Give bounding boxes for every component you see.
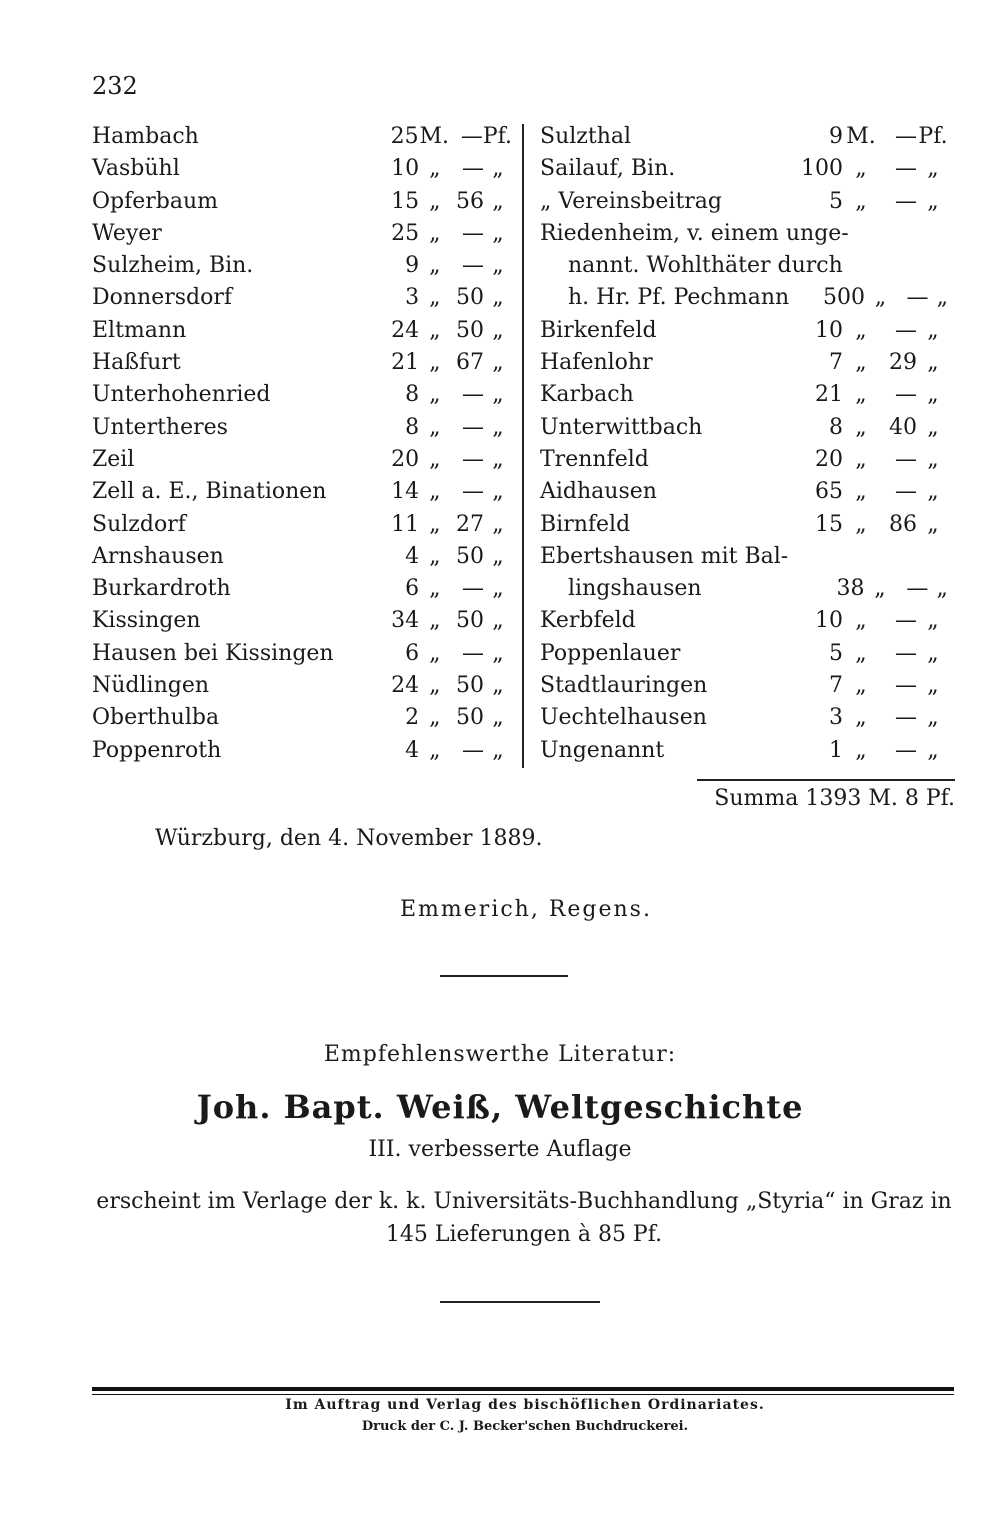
donation-pfennig: —: [461, 640, 484, 666]
marks-unit: „: [429, 317, 441, 343]
donation-row: [540, 576, 956, 608]
donation-pfennig: 40: [889, 414, 917, 440]
donation-pfennig: 50: [455, 317, 484, 343]
pfennig-unit: „: [492, 446, 504, 472]
donation-marks: 24: [391, 673, 420, 699]
donation-row: [92, 253, 512, 285]
donation-pfennig: —: [461, 446, 484, 472]
pfennig-unit: Pf.: [918, 124, 948, 149]
donation-pfennig: 67: [455, 350, 484, 376]
marks-unit: „: [429, 188, 441, 214]
donation-pfennig: —: [895, 479, 917, 505]
donation-marks: 3: [829, 705, 843, 731]
donation-pfennig: 56: [455, 188, 484, 214]
marks-unit: „: [855, 382, 867, 408]
summa-total: Summa 1393 M. 8 Pf.: [714, 786, 955, 811]
marks-unit: „: [429, 414, 441, 440]
pfennig-unit: „: [492, 188, 504, 214]
donation-row: [92, 285, 512, 317]
donation-place: Hausen bei Kissingen: [92, 640, 334, 666]
marks-unit: M.: [846, 124, 876, 149]
marks-unit: „: [429, 608, 441, 634]
donation-row: [540, 544, 956, 576]
donation-marks: 20: [815, 446, 843, 472]
pfennig-unit: „: [927, 382, 939, 408]
pfennig-unit: „: [492, 220, 504, 246]
pfennig-unit: „: [927, 446, 939, 472]
marks-unit: „: [429, 511, 441, 537]
donation-marks: 65: [815, 479, 843, 505]
donation-marks: 3: [405, 285, 420, 311]
donations-right-column: [540, 124, 956, 770]
donation-pfennig: —: [895, 317, 917, 343]
marks-unit: „: [874, 285, 887, 311]
marks-unit: „: [429, 640, 441, 666]
donation-pfennig: —: [895, 382, 917, 408]
donation-marks: 5: [829, 640, 843, 666]
marks-unit: „: [429, 737, 441, 763]
donation-place: Eltmann: [92, 317, 187, 343]
page-number: 232: [92, 72, 138, 100]
donation-marks: 20: [391, 446, 420, 472]
donation-pfennig: —: [895, 673, 917, 699]
donation-place: Birkenfeld: [540, 317, 657, 343]
donation-marks: 4: [405, 543, 420, 569]
donation-pfennig: 50: [455, 285, 484, 311]
donation-place: Untertheres: [92, 414, 228, 440]
donation-row: [540, 156, 956, 188]
donation-marks: 14: [391, 479, 420, 505]
marks-unit: „: [429, 543, 441, 569]
pfennig-unit: „: [927, 188, 939, 214]
donation-marks: 8: [829, 414, 843, 440]
donation-row: [540, 738, 956, 770]
donation-row: [92, 382, 512, 414]
donation-row: [92, 512, 512, 544]
donation-marks: 2: [405, 705, 420, 731]
donation-marks: 10: [815, 608, 843, 634]
footer-rule: [92, 1387, 954, 1391]
donation-place: Hambach: [92, 124, 199, 149]
pfennig-unit: „: [492, 737, 504, 763]
footer-rule-thin: [92, 1394, 954, 1395]
pfennig-unit: „: [492, 543, 504, 569]
donation-marks: 25: [390, 124, 419, 149]
donation-row: [92, 641, 512, 673]
column-divider: [522, 124, 524, 768]
donation-pfennig: 27: [455, 511, 484, 537]
donation-marks: 6: [405, 640, 420, 666]
donation-place: Stadtlauringen: [540, 673, 708, 699]
donation-marks: 10: [391, 156, 420, 182]
marks-unit: „: [855, 705, 867, 731]
pfennig-unit: „: [492, 285, 504, 311]
donation-place: Poppenlauer: [540, 640, 681, 666]
marks-unit: „: [855, 414, 867, 440]
donation-row: [92, 221, 512, 253]
donation-marks: 9: [405, 253, 420, 279]
donation-place: h. Hr. Pf. Pechmann: [568, 285, 790, 311]
donation-marks: 8: [405, 414, 420, 440]
donation-marks: 34: [391, 608, 420, 634]
pfennig-unit: „: [492, 673, 504, 699]
donation-place: Sulzdorf: [92, 511, 186, 537]
donation-row: [92, 705, 512, 737]
donation-pfennig: —: [461, 220, 484, 246]
marks-unit: „: [855, 350, 867, 376]
donation-place: Birnfeld: [540, 511, 631, 537]
pfennig-unit: „: [492, 576, 504, 602]
donation-marks: 21: [391, 350, 420, 376]
donation-pfennig: —: [895, 737, 917, 763]
place-date: Würzburg, den 4. November 1889.: [155, 826, 543, 851]
donation-marks: 21: [815, 382, 843, 408]
literature-text: erscheint im Verlage der k. k. Universitäts-Buchhandlung „Styria“ in Graz in 145 Lieferungen à 85 Pf.: [96, 1189, 952, 1247]
donation-row: [540, 447, 956, 479]
marks-unit: „: [429, 673, 441, 699]
donation-row: [92, 738, 512, 770]
donation-marks: 7: [829, 673, 843, 699]
donation-row: [92, 479, 512, 511]
donation-row: [540, 415, 956, 447]
donation-place: Hafenlohr: [540, 350, 653, 376]
marks-unit: „: [429, 446, 441, 472]
donation-pfennig: 50: [455, 705, 484, 731]
marks-unit: „: [855, 156, 867, 182]
donation-marks: 7: [829, 350, 843, 376]
donations-left-column: [92, 124, 512, 770]
donation-row: [92, 350, 512, 382]
literature-heading: Empfehlenswerthe Literatur:: [323, 1042, 677, 1067]
marks-unit: „: [855, 640, 867, 666]
donation-place: Unterhohenried: [92, 382, 271, 408]
donation-pfennig: 50: [455, 673, 484, 699]
donation-pfennig: —: [461, 382, 484, 408]
donation-row: [540, 253, 956, 285]
donation-pfennig: 86: [889, 511, 917, 537]
donation-place: Kissingen: [92, 608, 201, 634]
marks-unit: „: [429, 253, 441, 279]
marks-unit: „: [855, 479, 867, 505]
donation-row: [540, 382, 956, 414]
pfennig-unit: „: [492, 253, 504, 279]
pfennig-unit: „: [492, 640, 504, 666]
donation-marks: 25: [391, 220, 420, 246]
marks-unit: „: [874, 576, 886, 602]
donation-row: [92, 447, 512, 479]
literature-title: Joh. Bapt. Weiß, Weltgeschichte: [196, 1088, 804, 1126]
donation-place: Sailauf, Bin.: [540, 156, 676, 182]
pfennig-unit: „: [492, 382, 504, 408]
donation-row: [540, 705, 956, 737]
donation-pfennig: —: [895, 608, 917, 634]
donation-pfennig: —: [461, 253, 484, 279]
donation-row: [540, 285, 956, 317]
donation-row: [92, 608, 512, 640]
pfennig-unit: „: [927, 608, 939, 634]
donation-row: [540, 189, 956, 221]
donation-marks: 15: [815, 511, 843, 537]
marks-unit: „: [429, 285, 441, 311]
donation-place: Sulzthal: [540, 124, 632, 149]
donation-place: Donnersdorf: [92, 285, 233, 311]
donation-pfennig: —: [461, 479, 484, 505]
donation-pfennig: —: [461, 737, 484, 763]
donation-place: Ebertshausen mit Bal-: [540, 543, 789, 569]
donation-place: Zell a. E., Binationen: [92, 479, 327, 505]
donation-marks: 10: [815, 317, 843, 343]
donation-pfennig: —: [461, 576, 484, 602]
separator-rule: [440, 975, 568, 977]
donation-place: Unterwittbach: [540, 414, 703, 440]
donation-row: [92, 673, 512, 705]
pfennig-unit: „: [492, 705, 504, 731]
footer-printer: Druck der C. J. Becker'schen Buchdruckerei.: [361, 1419, 689, 1434]
marks-unit: „: [429, 382, 441, 408]
marks-unit: „: [855, 673, 867, 699]
donation-place: nannt. Wohlthäter durch: [568, 253, 843, 279]
donation-pfennig: —: [895, 446, 917, 472]
donation-row: [92, 156, 512, 188]
donation-place: Trennfeld: [540, 446, 649, 472]
pfennig-unit: „: [927, 156, 939, 182]
marks-unit: „: [855, 188, 867, 214]
pfennig-unit: „: [492, 317, 504, 343]
marks-unit: „: [429, 350, 441, 376]
donation-place: Aidhausen: [540, 479, 657, 505]
donation-place: Poppenroth: [92, 737, 222, 763]
marks-unit: „: [429, 156, 441, 182]
marks-unit: „: [429, 479, 441, 505]
donation-place: „ Vereinsbeitrag: [540, 188, 723, 214]
pfennig-unit: „: [936, 285, 948, 311]
donation-place: Arnshausen: [92, 543, 224, 569]
donation-place: Oberthulba: [92, 705, 220, 731]
marks-unit: „: [855, 737, 867, 763]
pfennig-unit: „: [927, 640, 939, 666]
donation-pfennig: —: [895, 188, 917, 214]
donation-row: [540, 641, 956, 673]
donation-marks: 5: [829, 188, 843, 214]
donation-pfennig: 50: [455, 608, 484, 634]
marks-unit: „: [429, 705, 441, 731]
marks-unit: M.: [419, 124, 450, 149]
pfennig-unit: „: [492, 350, 504, 376]
pfennig-unit: „: [927, 350, 939, 376]
pfennig-unit: „: [927, 479, 939, 505]
donation-row: [92, 124, 512, 156]
pfennig-unit: „: [927, 317, 939, 343]
donation-pfennig: 50: [455, 543, 484, 569]
donation-place: Zeil: [92, 446, 135, 472]
marks-unit: „: [855, 446, 867, 472]
donation-pfennig: —: [461, 156, 484, 182]
donation-marks: 1: [829, 737, 843, 763]
marks-unit: „: [855, 608, 867, 634]
donation-row: [540, 350, 956, 382]
marks-unit: „: [855, 511, 867, 537]
pfennig-unit: „: [927, 414, 939, 440]
donation-place: Opferbaum: [92, 188, 219, 214]
pfennig-unit: „: [927, 705, 939, 731]
donation-place: Haßfurt: [92, 350, 181, 376]
donation-place: Karbach: [540, 382, 634, 408]
donation-pfennig: —: [895, 640, 917, 666]
donation-marks: 6: [405, 576, 420, 602]
pfennig-unit: „: [927, 511, 939, 537]
donation-place: lingshausen: [568, 576, 702, 602]
donation-row: [92, 415, 512, 447]
donation-row: [92, 544, 512, 576]
donation-marks: 38: [836, 576, 865, 602]
literature-edition: III. verbesserte Auflage: [368, 1137, 632, 1162]
donation-place: Sulzheim, Bin.: [92, 253, 254, 279]
donation-place: Ungenannt: [540, 737, 665, 763]
marks-unit: „: [855, 317, 867, 343]
donation-place: Weyer: [92, 220, 162, 246]
donation-row: [540, 318, 956, 350]
donation-pfennig: 29: [889, 350, 917, 376]
donation-marks: 15: [391, 188, 420, 214]
donation-marks: 500: [823, 285, 865, 311]
donation-row: [540, 221, 956, 253]
pfennig-unit: „: [492, 156, 504, 182]
donation-place: Vasbühl: [92, 156, 180, 182]
sum-rule: [697, 779, 955, 781]
pfennig-unit: „: [492, 479, 504, 505]
donation-place: Nüdlingen: [92, 673, 210, 699]
donation-marks: 11: [391, 511, 420, 537]
pfennig-unit: „: [492, 414, 504, 440]
marks-unit: „: [429, 220, 441, 246]
marks-unit: „: [429, 576, 441, 602]
donation-place: Riedenheim, v. einem unge-: [540, 220, 849, 246]
donation-row: [540, 479, 956, 511]
donation-row: [540, 673, 956, 705]
donation-pfennig: —: [460, 124, 483, 149]
donation-row: [92, 318, 512, 350]
pfennig-unit: „: [927, 673, 939, 699]
donation-row: [540, 512, 956, 544]
footer-publisher: Im Auftrag und Verlag des bischöflichen Ordinariates.: [285, 1397, 765, 1413]
donation-place: Burkardroth: [92, 576, 231, 602]
pfennig-unit: „: [492, 511, 504, 537]
donation-place: Kerbfeld: [540, 608, 636, 634]
donation-marks: 4: [405, 737, 420, 763]
donation-marks: 24: [391, 317, 420, 343]
donation-place: Uechtelhausen: [540, 705, 707, 731]
donation-row: [92, 189, 512, 221]
donation-pfennig: —: [906, 576, 929, 602]
donation-marks: 8: [405, 382, 420, 408]
donation-pfennig: —: [906, 285, 929, 311]
pfennig-unit: „: [927, 737, 939, 763]
donation-pfennig: —: [895, 156, 917, 182]
pfennig-unit: Pf.: [482, 124, 512, 149]
pfennig-unit: „: [492, 608, 504, 634]
donation-marks: 9: [829, 124, 843, 149]
donation-marks: 100: [801, 156, 843, 182]
donation-pfennig: —: [461, 414, 484, 440]
donation-row: [540, 124, 956, 156]
donation-row: [92, 576, 512, 608]
signature: Emmerich, Regens.: [400, 897, 652, 922]
separator-rule-2: [440, 1301, 600, 1303]
donation-pfennig: —: [895, 705, 917, 731]
donation-row: [540, 608, 956, 640]
donation-pfennig: —: [895, 124, 917, 149]
pfennig-unit: „: [936, 576, 948, 602]
